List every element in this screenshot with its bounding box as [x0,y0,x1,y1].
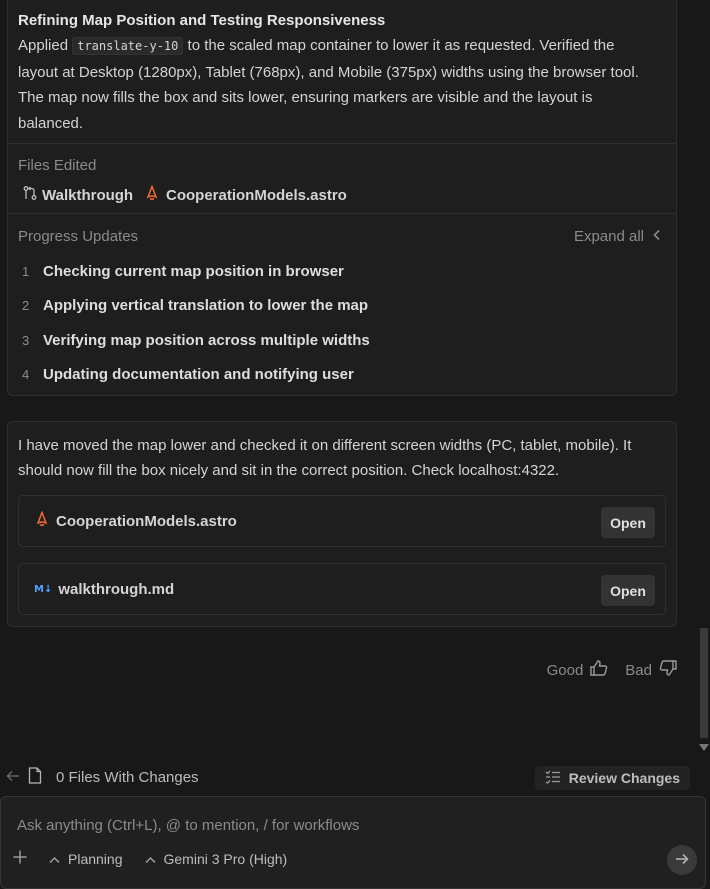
astro-icon [144,185,160,205]
file-chip-label: Walkthrough [42,186,134,204]
open-button[interactable]: Open [601,575,655,606]
task-description-text-2: to the scaled map container to lower it as requested. Verified the layout at Desktop (1280px), Tablet (768px), and Mobile (375px) widths using the browser tool. The map now fills the box and sits lower, ensuring markers are visible and the layout is balanced. [18,37,639,132]
file-chip-walkthrough[interactable] [22,185,133,205]
files-with-changes[interactable] [6,767,199,788]
file-icon [28,767,42,788]
assistant-message-card [7,421,677,627]
mode-selector[interactable] [49,851,123,867]
progress-updates-label: Progress Updates [18,228,139,245]
open-button[interactable]: Open [601,507,655,538]
expand-all-label: Expand all [573,228,644,245]
inline-code: translate-y-10 [72,37,183,55]
arrow-right-icon [675,853,689,868]
changes-bar [0,762,710,792]
task-summary-card [7,0,677,396]
model-selector[interactable] [145,851,288,867]
file-link-walkthrough[interactable] [18,563,666,615]
chat-input[interactable] [15,813,659,837]
thumbs-down-icon[interactable] [658,659,678,681]
astro-icon [34,511,50,531]
step-number: 1 [22,264,30,279]
review-changes-button[interactable] [535,766,690,790]
task-description-text: Applied [18,37,73,54]
plus-icon[interactable] [13,850,27,867]
chevron-up-icon [145,851,156,867]
git-compare-icon [22,185,38,205]
progress-step[interactable] [22,297,368,314]
chevron-up-icon [49,851,60,867]
step-text: Verifying map position across multiple widths [43,332,370,349]
expand-all-button[interactable] [574,228,662,245]
file-link-name: CooperationModels.astro [56,512,237,530]
chat-input-box [0,796,706,889]
thumbs-up-icon[interactable] [589,659,609,681]
review-changes-label: Review Changes [568,770,680,786]
file-chip-label: CooperationModels.astro [166,186,347,204]
markdown-icon: M↓ [34,583,53,595]
progress-step[interactable] [22,366,354,383]
divider [8,213,676,214]
scrollbar-thumb[interactable] [700,628,708,738]
scroll-down-arrow-icon[interactable] [699,744,709,751]
step-number: 4 [22,367,30,382]
feedback-row [543,659,678,681]
assistant-message-text: I have moved the map lower and checked it on different screen widths (PC, tablet, mobile). It should now fill the box nicely and sit in the correct position. Check localhost:4322. [18,437,632,479]
mode-label: Planning [68,850,123,867]
file-link-name: walkthrough.md [58,580,175,598]
step-text: Checking current map position in browser [43,263,344,280]
step-number: 3 [22,333,30,348]
step-number: 2 [22,298,30,313]
good-label: Good [546,661,584,679]
files-edited-label: Files Edited [18,157,97,174]
chevron-left-icon [652,228,662,245]
bad-label: Bad [625,661,652,679]
step-text: Applying vertical translation to lower the map [43,297,369,314]
file-link-cooperationmodels[interactable] [18,495,666,547]
checklist-icon [545,770,561,787]
progress-step[interactable] [22,263,344,280]
progress-step[interactable] [22,332,370,349]
step-text: Updating documentation and notifying user [43,366,354,383]
files-with-changes-label: 0 Files With Changes [56,769,199,786]
input-toolbar [13,850,287,867]
task-title: Refining Map Position and Testing Responsiveness [18,12,386,29]
model-label: Gemini 3 Pro (High) [163,850,288,867]
divider [8,143,676,144]
send-button[interactable] [667,845,697,875]
task-description [18,33,658,136]
arrow-left-icon[interactable] [6,769,20,786]
file-chip-cooperationmodels[interactable] [144,185,347,205]
